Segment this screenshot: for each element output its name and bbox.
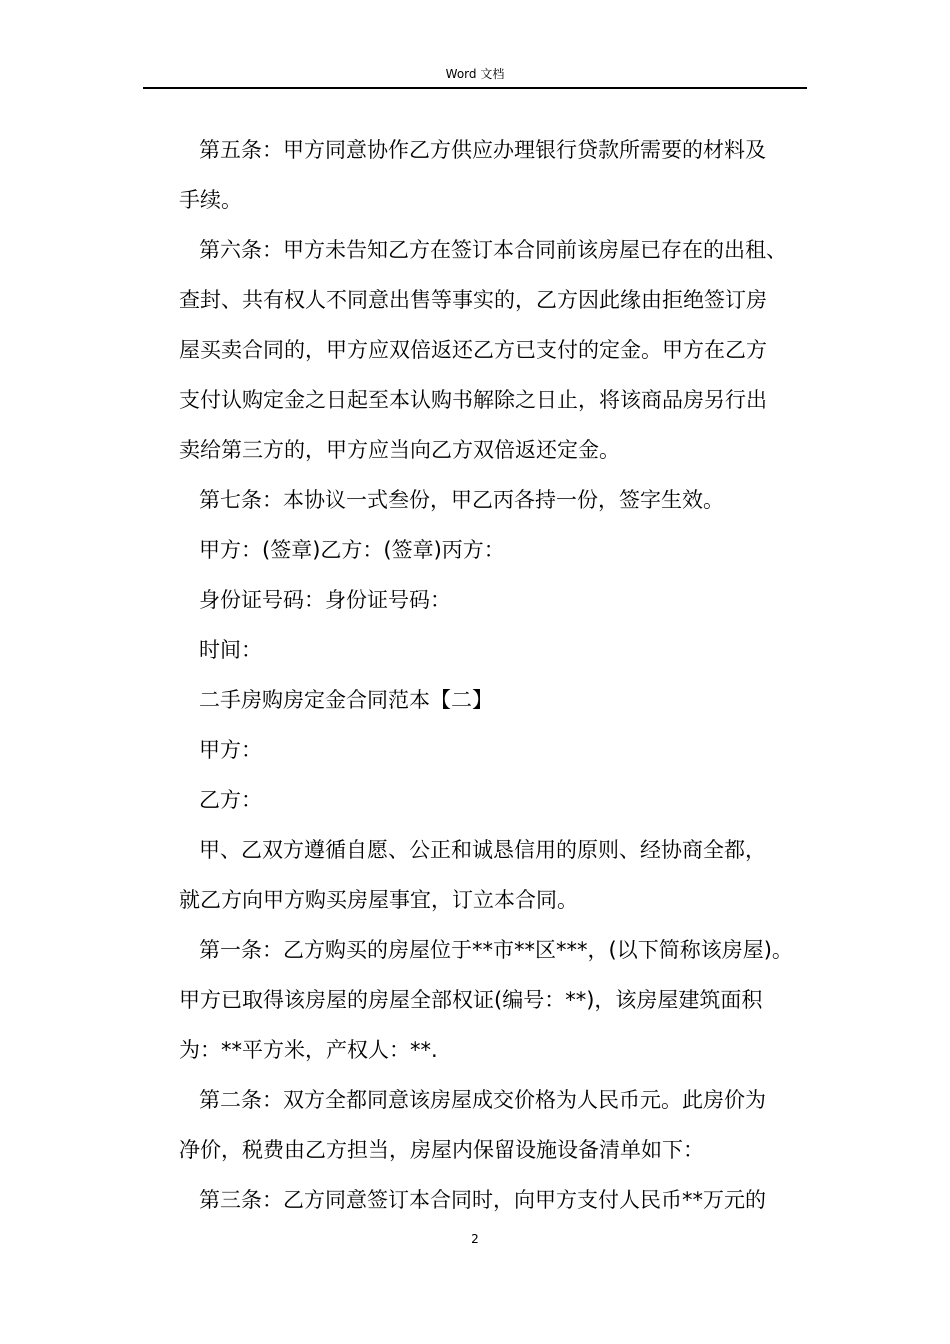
text-line: 甲、乙双方遵循自愿、公正和诚恳信用的原则、经协商全都， (199, 838, 766, 862)
text-line: 时间： (199, 638, 262, 662)
page-number: 2 (471, 1232, 479, 1246)
text-line: 净价，税费由乙方担当，房屋内保留设施设备清单如下： (179, 1138, 704, 1162)
text-line: 就乙方向甲方购买房屋事宜，订立本合同。 (179, 888, 578, 912)
text-line: 第一条：乙方购买的房屋位于**市**区***，(以下简称该房屋)。 (199, 938, 793, 962)
text-line: 查封、共有权人不同意出售等事实的，乙方因此缘由拒绝签订房 (179, 288, 767, 312)
page-header: Word 文档 (445, 67, 505, 81)
text-line: 甲方已取得该房屋的房屋全部权证(编号：**)，该房屋建筑面积 (179, 988, 763, 1012)
text-line: 乙方： (199, 788, 262, 812)
document-body (179, 125, 829, 1225)
text-line: 身份证号码：身份证号码： (199, 588, 451, 612)
text-line: 甲方：(签章)乙方：(签章)丙方： (199, 538, 505, 562)
text-line: 屋买卖合同的，甲方应双倍返还乙方已支付的定金。甲方在乙方 (179, 338, 767, 362)
text-line: 支付认购定金之日起至本认购书解除之日止，将该商品房另行出 (179, 388, 767, 412)
text-line: 第五条：甲方同意协作乙方供应办理银行贷款所需要的材料及 (199, 138, 766, 162)
text-line: 手续。 (179, 188, 242, 212)
text-line: 甲方： (199, 738, 262, 762)
header-divider (143, 87, 807, 89)
text-line: 第二条：双方全都同意该房屋成交价格为人民币元。此房价为 (199, 1088, 766, 1112)
text-line: 卖给第三方的，甲方应当向乙方双倍返还定金。 (179, 438, 620, 462)
text-line: 第三条：乙方同意签订本合同时，向甲方支付人民币**万元的 (199, 1188, 766, 1212)
text-line: 第六条：甲方未告知乙方在签订本合同前该房屋已存在的出租、 (199, 238, 787, 262)
text-line: 为：**平方米，产权人：**. (179, 1038, 438, 1062)
text-line: 第七条：本协议一式叁份，甲乙丙各持一份，签字生效。 (199, 488, 724, 512)
text-line: 二手房购房定金合同范本【二】 (199, 688, 493, 712)
